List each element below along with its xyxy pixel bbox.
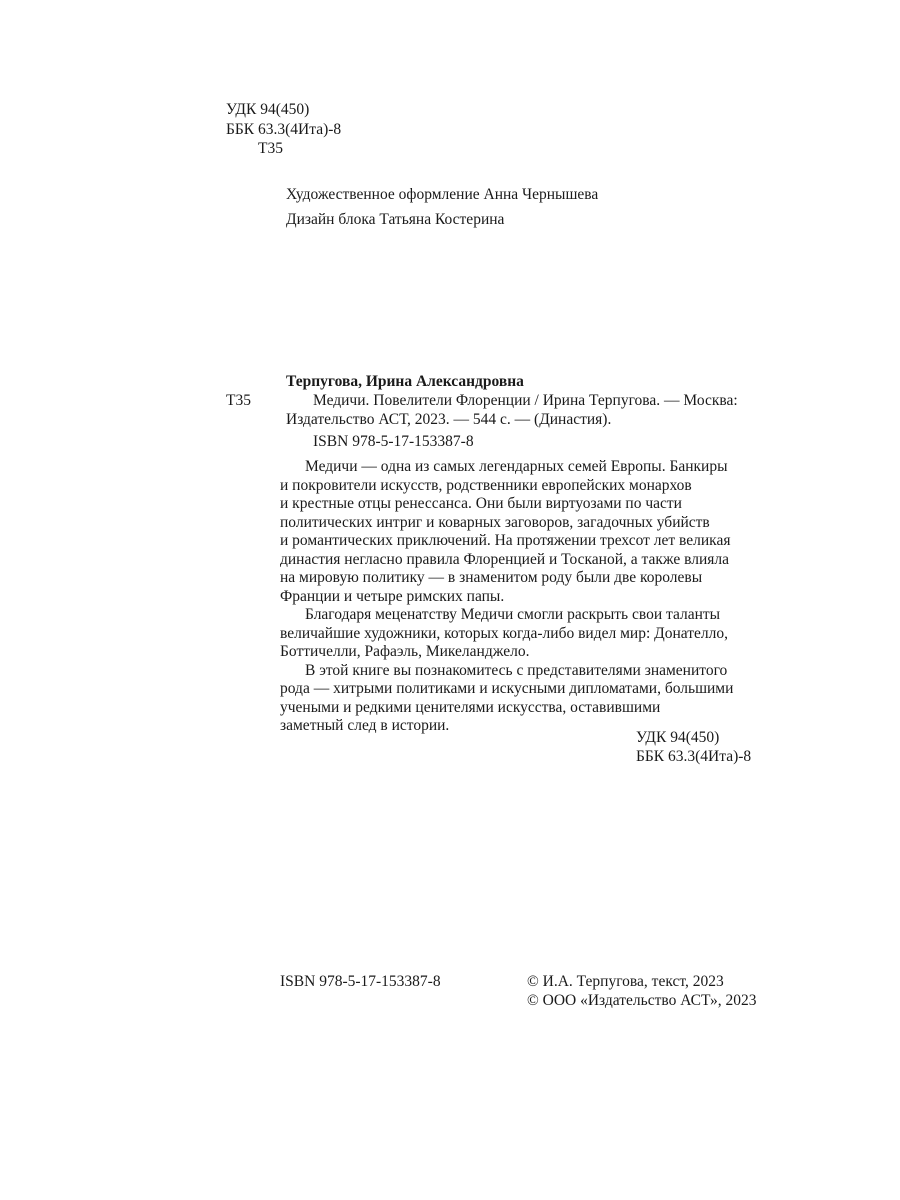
- annotation-line: заметный след в истории.: [280, 717, 450, 734]
- author-mark-top: Т35: [258, 140, 283, 157]
- bbk-code-bottom: ББК 63.3(4Ита)-8: [636, 748, 752, 765]
- footer-isbn: ISBN 978-5-17-153387-8: [280, 973, 441, 990]
- annotation-line: Медичи — одна из самых легендарных семей Европы. Банкиры: [305, 458, 728, 475]
- annotation-line: Франции и четыре римских папы.: [280, 588, 505, 605]
- udk-code-bottom: УДК 94(450): [636, 729, 720, 746]
- annotation-line: величайшие художники, которых когда-либо видел мир: Донателло,: [280, 625, 728, 642]
- annotation-line: В этой книге вы познакомитесь с представителями знаменитого: [305, 662, 728, 679]
- annotation-line: политических интриг и коварных заговоров, загадочных убийств: [280, 514, 710, 531]
- annotation-line: рода — хитрыми политиками и искусными дипломатами, большими: [280, 680, 734, 697]
- catalog-mark: Т35: [226, 392, 251, 409]
- block-design-credit: Дизайн блока Татьяна Костерина: [286, 211, 505, 228]
- catalog-title-line2: Издательство АСТ, 2023. — 544 с. — (Династия).: [286, 411, 612, 428]
- annotation-line: учеными и редкими ценителями искусства, оставившими: [280, 699, 661, 716]
- catalog-isbn: ISBN 978-5-17-153387-8: [313, 433, 474, 450]
- copyright-publisher: © ООО «Издательство АСТ», 2023: [527, 992, 757, 1009]
- annotation-line: и покровители искусств, родственники европейских монархов: [280, 477, 692, 494]
- design-credit: Художественное оформление Анна Чернышева: [286, 186, 599, 203]
- annotation-line: и романтических приключений. На протяжении трехсот лет великая: [280, 532, 731, 549]
- annotation-line: на мировую политику — в знаменитом роду были две королевы: [280, 569, 703, 586]
- copyright-author: © И.А. Терпугова, текст, 2023: [527, 973, 724, 990]
- udk-code-top: УДК 94(450): [226, 101, 310, 118]
- annotation-line: династия негласно правила Флоренцией и Тосканой, а также влияла: [280, 551, 730, 568]
- annotation-line: Благодаря меценатству Медичи смогли раскрыть свои таланты: [305, 606, 721, 623]
- bbk-code-top: ББК 63.3(4Ита)-8: [226, 121, 342, 138]
- annotation-line: Боттичелли, Рафаэль, Микеланджело.: [280, 643, 530, 660]
- catalog-author: Терпугова, Ирина Александровна: [286, 373, 524, 390]
- annotation-line: и крестные отцы ренессанса. Они были виртуозами по части: [280, 495, 682, 512]
- catalog-title-line1: Медичи. Повелители Флоренции / Ирина Терпугова. — Москва:: [313, 392, 738, 409]
